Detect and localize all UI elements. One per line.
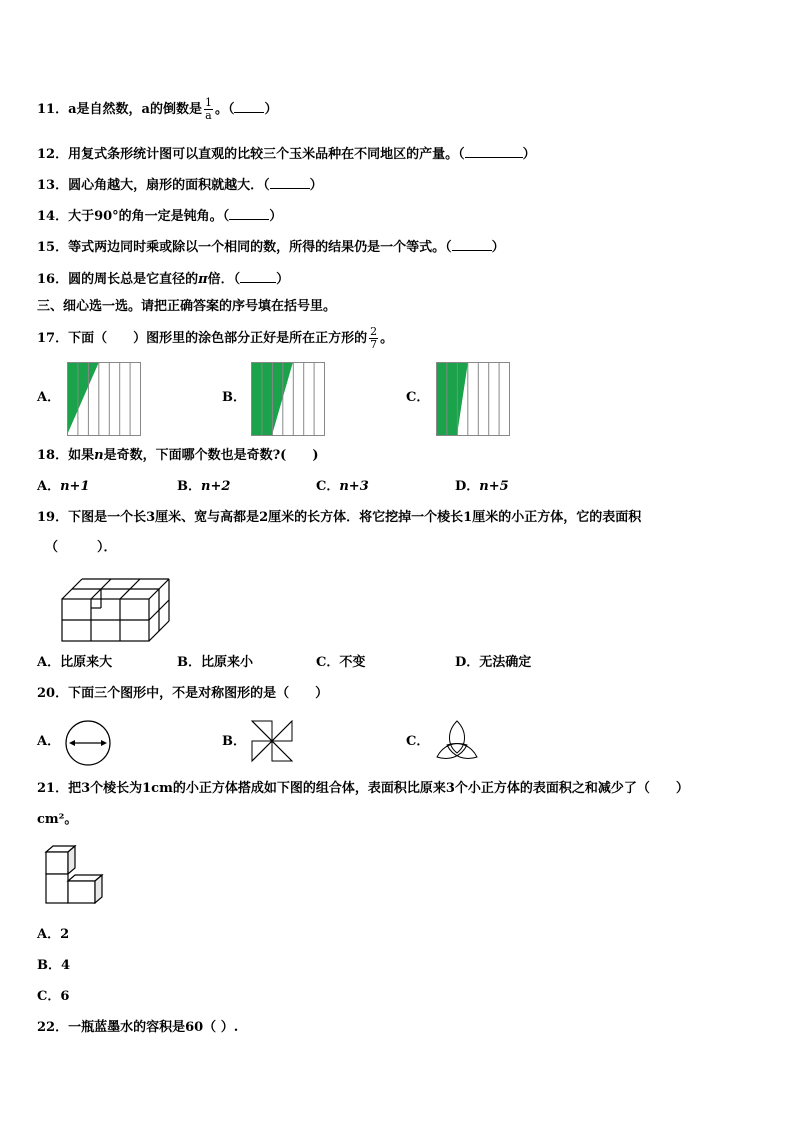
question-19: 19．下图是一个长3厘米、宽与高都是2厘米的长方体．将它挖掉一个棱长1厘米的小正方体，它的表面积: [37, 510, 642, 525]
q17-option-c-label[interactable]: C．: [406, 390, 430, 405]
q19-option-a[interactable]: A．比原来大: [37, 655, 113, 670]
q17-figure-c: [436, 362, 511, 436]
q19-option-c[interactable]: C．不变: [316, 655, 366, 670]
q20-option-a-label[interactable]: A．: [37, 734, 61, 749]
q21-option-c[interactable]: C．6: [37, 989, 70, 1004]
question-13: 13．圆心角越大，扇形的面积就越大．（ ）: [37, 178, 323, 193]
q18-option-c[interactable]: C．n+3: [316, 479, 369, 494]
answer-blank[interactable]: [234, 101, 264, 113]
question-16: 16．圆的周长总是它直径的π倍．（ ）: [37, 272, 290, 287]
q17-option-b-label[interactable]: B．: [222, 390, 246, 405]
question-18: 18．如果n是奇数，下面哪个数也是奇数?( ): [37, 448, 319, 463]
answer-blank[interactable]: [240, 271, 276, 283]
answer-blank[interactable]: [452, 239, 492, 251]
q20-pinwheel-figure: [249, 718, 295, 764]
shaded-region: [436, 362, 468, 435]
q18-option-b[interactable]: B．n+2: [177, 479, 231, 494]
question-15: 15．等式两边同时乘或除以一个相同的数，所得的结果仍是一个等式。（ ）: [37, 240, 505, 255]
question-12: 12．用复式条形统计图可以直观的比较三个玉米品种在不同地区的产量。（ ）: [37, 147, 536, 162]
question-22: 22．一瓶蓝墨水的容积是60（ ）.: [37, 1020, 239, 1035]
q17-option-a-label[interactable]: A．: [37, 390, 61, 405]
fraction-1-over-a: $\frac{1}{a}$: [204, 96, 212, 122]
q20-option-b-label[interactable]: B．: [222, 734, 246, 749]
q19-option-b[interactable]: B．比原来小: [177, 655, 253, 670]
question-20: 20．下面三个图形中，不是对称图形的是（ ）: [37, 686, 329, 701]
q20-circle-arrow-figure: [64, 719, 112, 767]
q19-option-d[interactable]: D．无法确定: [455, 655, 532, 670]
q18-option-a[interactable]: A．n+1: [37, 479, 90, 494]
answer-blank[interactable]: [270, 177, 310, 189]
q17-figure-b: [251, 362, 326, 436]
q19-cuboid-figure: [60, 568, 175, 644]
q21-cubes-figure: [44, 845, 106, 907]
question-11: 11．a是自然数，a的倒数是 $\frac{1}{a}$ 。（ ）: [37, 96, 278, 122]
question-21-unit: cm²。: [37, 812, 78, 827]
question-21: 21．把3个棱长为1cm的小正方体搭成如下图的组合体，表面积比原来3个小正方体的表面积之和减少了（ ）: [37, 781, 689, 796]
shaded-region: [67, 362, 99, 435]
question-19-answer-blank[interactable]: （ ）．: [45, 540, 117, 555]
question-17: 17．下面（ ）图形里的涂色部分正好是所在正方形的 $\frac{2}{7}$ 。: [37, 325, 394, 351]
q18-option-d[interactable]: D．n+5: [455, 479, 509, 494]
answer-blank[interactable]: [229, 208, 269, 220]
fraction-2-over-7: $\frac{2}{7}$: [370, 325, 378, 351]
q17-figure-a: [67, 362, 142, 436]
q20-option-c-label[interactable]: C．: [406, 734, 430, 749]
section-heading-3: 三、细心选一选。请把正确答案的序号填在括号里。: [37, 299, 337, 314]
answer-blank[interactable]: [465, 146, 523, 158]
q21-option-a[interactable]: A．2: [37, 927, 70, 942]
question-14: 14．大于90°的角一定是钝角。（ ）: [37, 209, 283, 224]
q20-trefoil-figure: [433, 717, 481, 763]
q21-option-b[interactable]: B．4: [37, 958, 71, 973]
